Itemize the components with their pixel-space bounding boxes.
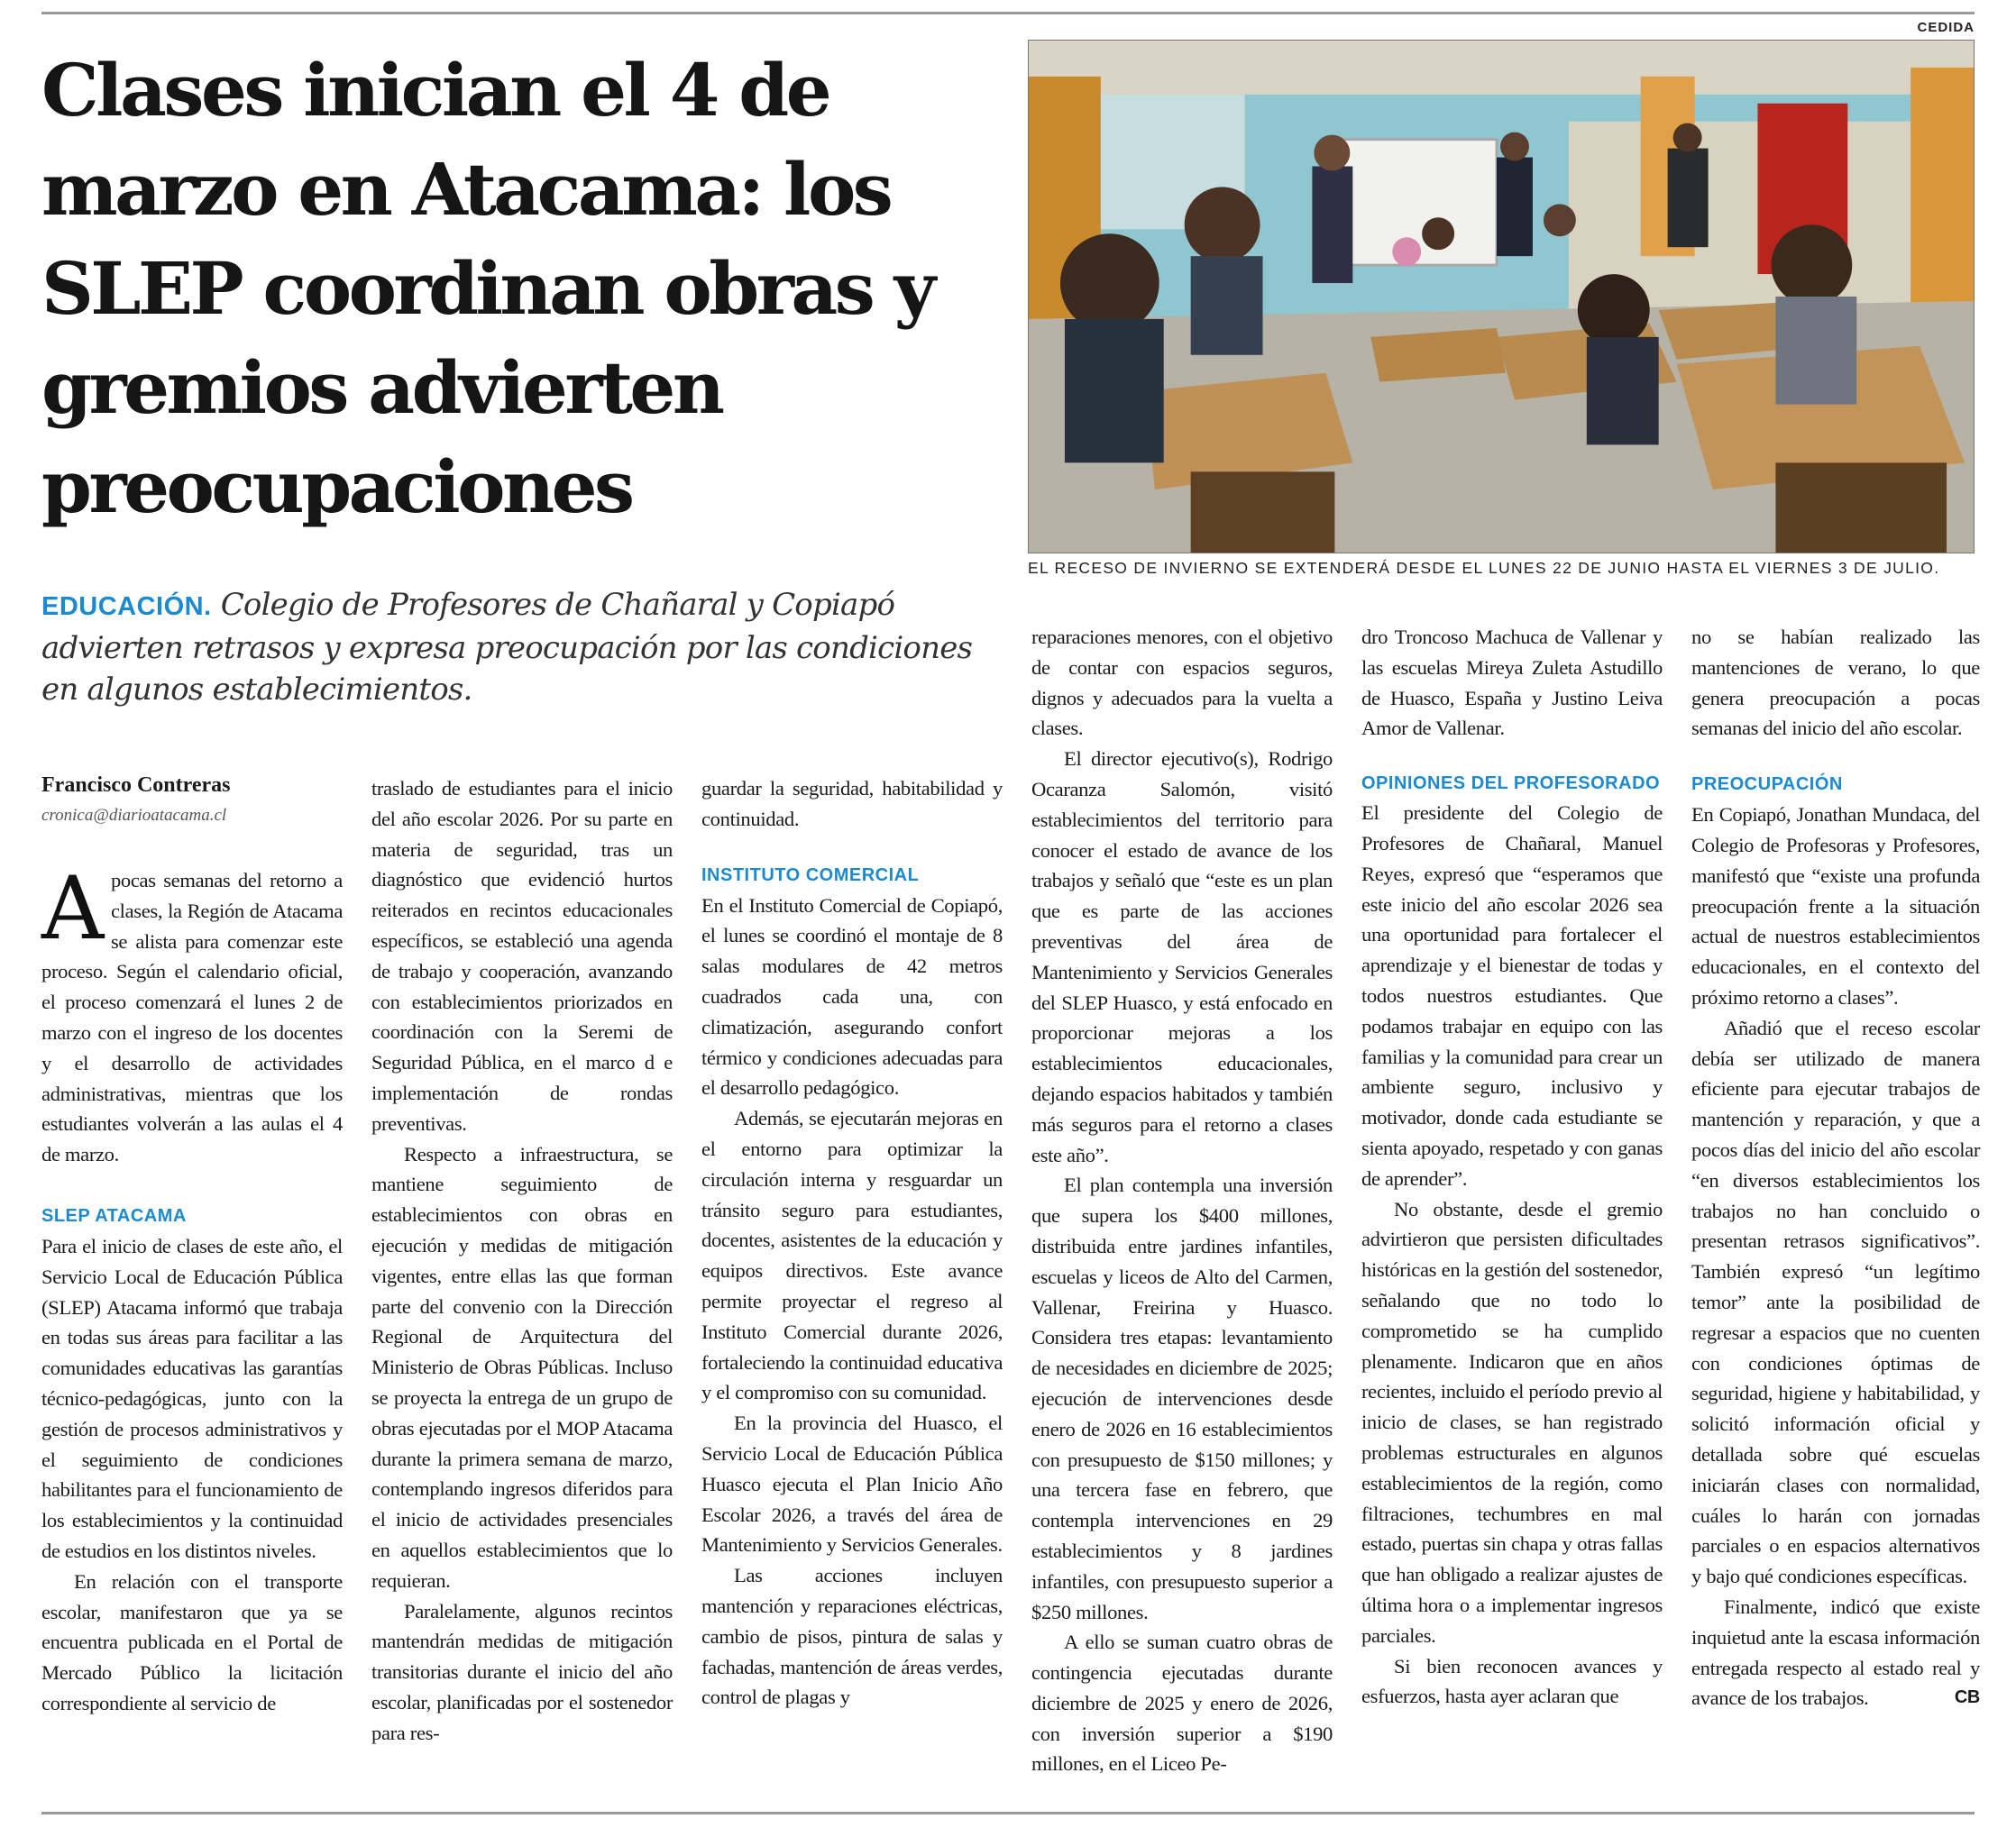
classroom-illustration (1029, 41, 1974, 553)
paragraph: dro Troncoso Machuca de Vallenar y las escuelas Mireya Zuleta Astudillo de Huasco, España y Justino Leiva Amor de Vallenar. (1361, 626, 1663, 740)
author-name: Francisco Contreras (41, 773, 231, 797)
photo-credit: CEDIDA (1917, 20, 1975, 35)
paragraph: Paralelamente, algunos recintos mantendrán medidas de mitigación transitorias durante el inicio del año escolar, planificadas por el sostenedor para res- (371, 1599, 673, 1744)
paragraph: reparaciones menores, con el objetivo de contar con espacios seguros, dignos y adecuados para la vuelta a clases. (1031, 626, 1333, 740)
paragraph-text: pocas semanas del retorno a clases, la Región de Atacama se alista para comenzar este proceso. Según el calendario oficial, el proceso comenzará el lunes 2 de marzo con el ingreso de los docentes y el desarrollo de actividades administrativas, mientras que los estudiantes volverán a las aulas el 4 de marzo. (41, 869, 343, 1166)
paragraph: En el Instituto Comercial de Copiapó, el lunes se coordinó el montaje de 8 salas modulares de 42 metros cuadrados cada una, con climatización, asegurando confort térmico y condiciones adecuadas para el desarrollo pedagógico. (701, 893, 1003, 1100)
column-2 (371, 773, 673, 1749)
paragraph: A ello se suman cuatro obras de contingencia ejecutadas durante diciembre de 2025 y enero de 2026, con inversión superior a $190 millones, en el Liceo Pe- (1031, 1631, 1333, 1776)
subhead-instituto-comercial: INSTITUTO COMERCIAL (701, 864, 920, 885)
paragraph: Para el inicio de clases de este año, el Servicio Local de Educación Pública (SLEP) Atacama informó que trabaja en todas sus áreas para facilitar a las comunidades educativas las garantías técnico-pedagógicas, junto con la gestión de procesos administrativos y el seguimiento de condiciones habilitantes para el funcionamiento de los establecimientos y la continuidad de estudios en los distintos niveles. (41, 1234, 343, 1562)
paragraph-text: Finalmente, indicó que existe inquietud ante la escasa información entregada respecto al estado real y avance de los trabajos. (1691, 1595, 1980, 1710)
column-4 (1031, 622, 1333, 1779)
photo-caption: EL RECESO DE INVIERNO SE EXTENDERÁ DESDE EL LUNES 22 DE JUNIO HASTA EL VIERNES 3 DE JULIO. (1028, 559, 1940, 577)
end-mark: CB (1954, 1687, 1980, 1708)
paragraph: No obstante, desde el gremio advirtieron que persisten dificultades históricas en la gestión del sostenedor, señalando que no todo lo comprometido se ha cumplido plenamente. Indicaron que en años recientes, incluido el período previo al inicio de clases, se han registrado problemas estructurales en algunos establecimientos de la región, como filtraciones, techumbres en mal estado, puertas sin chapa y otras fallas que han obligado a realizar ajustes de última hora o a implementar ingresos parciales. (1361, 1197, 1663, 1647)
paragraph: El presidente del Colegio de Profesores de Chañaral, Manuel Reyes, expresó que “esperamos que este inicio del año escolar 2026 sea una oportunidad para fortalecer el aprendizaje y el bienestar de todas y todos nuestros estudiantes. Que podamos trabajar en equipo con las familias y la comunidad para crear un ambiente seguro, inclusivo y motivador, donde cada estudiante se sienta apoyado, respetado y con ganas de aprender”. (1361, 801, 1663, 1190)
column-6 (1691, 622, 1980, 1714)
paragraph: guardar la seguridad, habitabilidad y continuidad. (701, 777, 1003, 830)
column-5 (1361, 622, 1663, 1712)
paragraph: Si bien reconocen avances y esfuerzos, hasta ayer aclaran que (1361, 1654, 1663, 1708)
paragraph (41, 858, 343, 1170)
paragraph: El plan contempla una inversión que supera los $400 millones, distribuida entre jardines infantiles, escuelas y liceos de Alto del Carmen, Vallenar, Freirina y Huasco. Considera tres etapas: levantamiento de necesidades en diciembre de 2025; ejecución de intervenciones desde enero de 2026 en 16 establecimientos con presupuesto de $150 millones; y una tercera fase en febrero, que contempla intervenciones en 29 establecimientos y 8 jardines infantiles, con presupuesto superior a $250 millones. (1031, 1174, 1333, 1623)
paragraph: El director ejecutivo(s), Rodrigo Ocaranza Salomón, visitó establecimientos del territorio para conocer el estado de avance de los trabajos y señaló que “este es un plan que es parte de las acciones preventivas del área de Mantenimiento y Servicios Generales del SLEP Huasco, y está enfocado en proporcionar mejoras a los establecimientos educacionales, dejando espacios habitados y también más seguros para el retorno a clases este año”. (1031, 747, 1333, 1166)
article-deck (41, 584, 1006, 710)
paragraph: En relación con el transporte escolar, manifestaron que ya se encuentra publicada en el Portal de Mercado Público la licitación correspondiente al servicio de (41, 1569, 343, 1714)
section-kicker: EDUCACIÓN. (41, 592, 212, 621)
paragraph: En la provincia del Huasco, el Servicio Local de Educación Pública Huasco ejecuta el Plan Inicio Año Escolar 2026, a través del área de Mantenimiento y Servicios Generales. (701, 1412, 1003, 1557)
classroom-photo (1028, 40, 1975, 553)
subhead-preocupacion: PREOCUPACIÓN (1691, 774, 1843, 795)
headline: Clases inician el 4 de marzo en Atacama: los SLEP coordinan obras y gremios advierten preocupaciones (41, 48, 933, 529)
paragraph: En Copiapó, Jonathan Mundaca, del Colegio de Profesoras y Profesores, manifestó que “existe una profunda preocupación frente a la situación actual de nuestros establecimientos educacionales, en el contexto del próximo retorno a clases”. (1691, 803, 1980, 1009)
drop-cap: A (41, 858, 104, 959)
paragraph: traslado de estudiantes para el inicio del año escolar 2026. Por su parte en materia de seguridad, tras un diagnóstico que evidenció hurtos reiterados en recintos educacionales específicos, se estableció una agenda de trabajo y cooperación, avanzando con establecimientos priorizados en coordinación con la Seremi de Seguridad Pública, en el marco d e implementación de rondas preventivas. (371, 777, 673, 1135)
paragraph: Las acciones incluyen mantención y reparaciones eléctricas, cambio de pisos, pintura de salas y fachadas, mantención de áreas verdes, control de plagas y (701, 1564, 1003, 1709)
column-3 (701, 773, 1003, 1713)
author-email[interactable]: cronica@diarioatacama.cl (41, 806, 227, 825)
column-1 (41, 858, 343, 1719)
paragraph: Respecto a infraestructura, se mantiene seguimiento de establecimientos con obras en ejecución y medidas de mitigación vigentes, entre ellas las que forman parte del convenio con la Dirección Regional de Arquitectura del Ministerio de Obras Públicas. Incluso se proyecta la entrega de un grupo de obras ejecutadas por el MOP Atacama durante la primera semana de marzo, contemplando ingresos diferidos para el inicio de actividades presenciales en aquellos establecimientos que lo requieran. (371, 1142, 673, 1592)
deck-text: Colegio de Profesores de Chañaral y Copiapó advierten retrasos y expresa preocupación por las condiciones en algunos establecimientos. (41, 587, 973, 708)
subhead-slep-atacama: SLEP ATACAMA (41, 1205, 187, 1226)
bottom-rule (41, 1812, 1975, 1814)
paragraph: no se habían realizado las mantenciones de verano, lo que genera preocupación a pocas semanas del inicio del año escolar. (1691, 626, 1980, 740)
paragraph: Además, se ejecutarán mejoras en el entorno para optimizar la circulación interna y resguardar un tránsito seguro para estudiantes, docentes, asistentes de la educación y equipos directivos. Este avance permite proyectar el regreso al Instituto Comercial durante 2026, fortaleciendo la continuidad educativa y el compromiso con su comunidad. (701, 1107, 1003, 1404)
subhead-opiniones-profesorado: OPINIONES DEL PROFESORADO (1361, 773, 1661, 794)
paragraph: Añadió que el receso escolar debía ser utilizado de manera eficiente para ejecutar trabajos de mantención y reparación, y que a pocos días del inicio del año escolar “en diversos establecimientos los trabajos no han concluido o presentan retrasos significativos”. También expresó “un legítimo temor” ante la posibilidad de regresar a espacios que no cuenten con condiciones óptimas de seguridad, higiene y habitabilidad, y solicitó información oficial y detallada sobre qué escuelas iniciarán clases con normalidad, cuáles lo harán con jornadas parciales o en espacios alternativos y bajo qué condiciones específicas. (1691, 1016, 1980, 1588)
top-rule (41, 12, 1975, 14)
paragraph (1691, 1592, 1980, 1714)
